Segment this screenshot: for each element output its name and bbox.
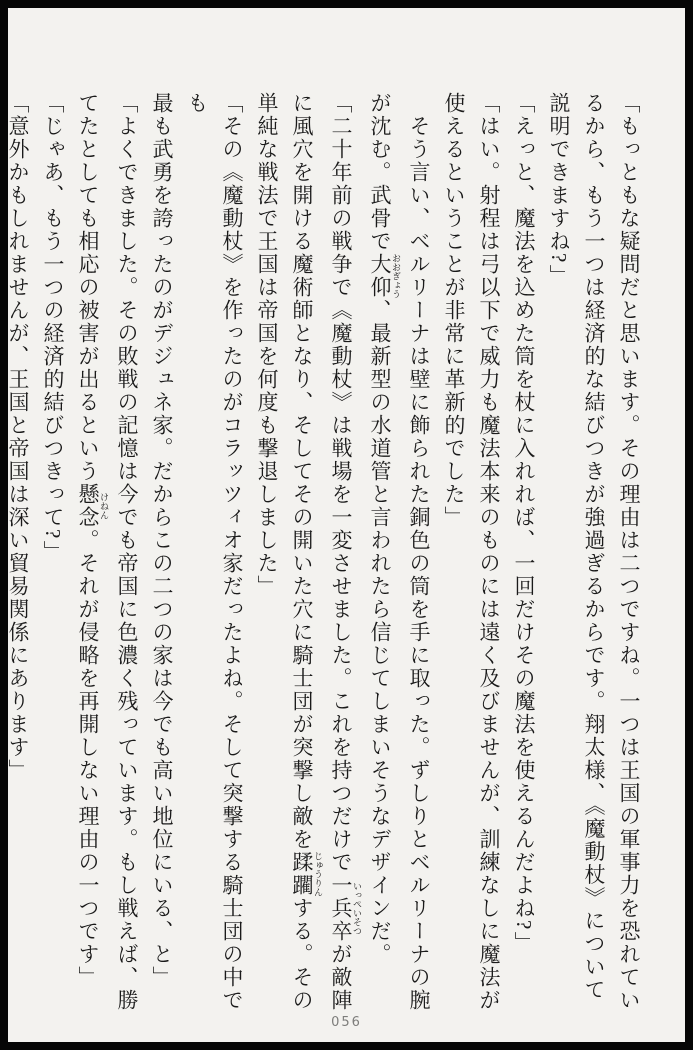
text-column: 「二十年前の戦争で《魔動杖》は戦場を一変させました。これを持つだけで一兵卒 いっぺいそつが敵陣 <box>329 92 362 1012</box>
text-column: 「じゃあ、もう一つの経済的結びつきって?」 <box>41 92 65 564</box>
text-column: 単純な戦法で王国は帝国を何度も撃退しました」 <box>255 92 279 598</box>
text-column: 使えるということが非常に革新的でした」 <box>442 92 466 529</box>
text-column: が沈む。武骨で大仰 おおぎょう、最新型の水道管と言われたら信じてしまいそうなデザインだ。 <box>368 92 401 966</box>
text-column: 最も武勇を誇ったのがデジュネ家。だからこの二つの家は今でも高い地位にいる、と」 <box>150 92 174 989</box>
text-column: 「よくできました。その敗戦の記憶は今でも帝国に色濃く残っています。もし戦えば、勝 <box>115 92 139 1012</box>
page-number: 056 <box>331 1015 362 1030</box>
text-column: るから、もう一つは経済的な結びつきが強過ぎるからです。翔太様、《魔動杖》について <box>582 92 606 1002</box>
ruby-annotated-word: 大仰 おおぎょう <box>368 253 401 299</box>
ruby-annotated-word: 懸念 けねん <box>76 483 109 529</box>
text-column: 「えっと、魔法を込めた筒を杖に入れれば、一回だけその魔法を使えるんだよね?」 <box>512 92 536 955</box>
text-column: 「はい。射程は弓以下で威力も魔法本来のものには遠く及びませんが、訓練なしに魔法が <box>477 92 501 1012</box>
ruby-annotated-word: 一兵卒 いっぺいそつ <box>329 874 362 943</box>
text-column: そう言い、ベルリーナは壁に飾られた銅色の筒を手に取った。ずしりとベルリーナの腕 <box>407 115 431 1012</box>
text-area <box>0 92 646 1018</box>
text-column: 説明できますね?」 <box>547 92 571 288</box>
text-column: 「意外かもしれませんが、王国と帝国は深い貿易関係にあります」 <box>6 92 30 782</box>
text-column: に風穴を開ける魔術師となり、そしてその開いた穴に騎士団が突撃し敵を蹂躙 じゅうりんする。その <box>290 92 323 1012</box>
text-column: 「その《魔動杖》を作ったのがコラッツィオ家だったよね。そして突撃する騎士団の中でも <box>185 92 244 1012</box>
text-column: てたとしても相応の被害が出るという懸念 けねん。それが侵略を再開しない理由の一つです」 <box>76 92 109 989</box>
text-column: 「もっともな疑問だと思います。その理由は二つですね。一つは王国の軍事力を恐れてい <box>617 92 641 1012</box>
ruby-annotated-word: 蹂躙 じゅうりん <box>290 851 323 897</box>
page-paper <box>8 8 685 1042</box>
